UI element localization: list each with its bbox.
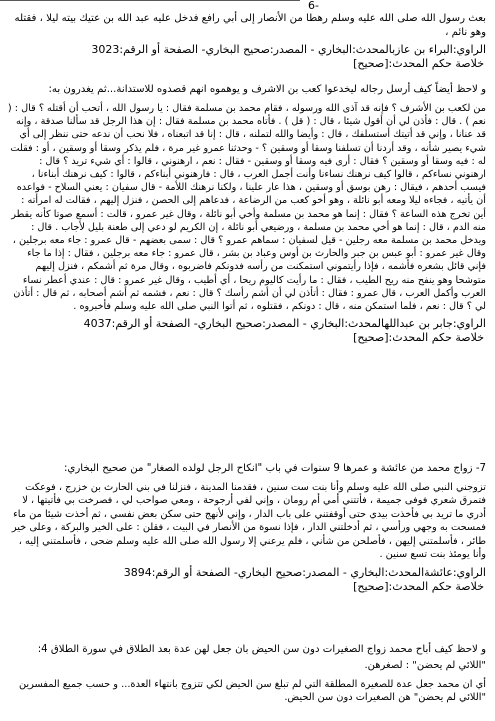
talaq-section [6, 643, 486, 704]
hadith-3-verdict: خلاصة حكم المحدث:[صحيح] [353, 580, 484, 594]
hadith-2-verdict-line [6, 331, 486, 345]
hadith-2-source: الراوي:جابر بن عبداللهالمحدث:البخاري - المصدر:صحيح البخاري- الصفحة أو الرقم:4037 [83, 317, 486, 331]
section-7-heading: 7- زواج محمد من عائشة و عمرها 9 سنوات في باب "انكاح الرجل لولده الصغار" من صحيح البخاري: [63, 463, 486, 474]
hadith-3-text: تزوجني النبي صلى الله عليه وسلم وأنا بنت ست سنين ، فقدمنا المدينة ، فنزلنا في بني الحارث بن خزرج ، فوعكت فتمرق شعري فوفى جميمة ، فأتتني أمي أم رومان ، وإني لفي أرجوحة ، ومعي صواحب لي ، فصرخت بي فأتيتها ، لا أدري ما تريد بي فأخذت بيدي حتى أوقفتني على باب الدار ، وإني لأنهج حتى سكن بعض نفسي ، ثم أخذت شيئا من ماء فمسحت به وجهي ورأسي ، ثم أدخلتني الدار ، فإذا نسوة من الأنصار في البيت ، فقلن : على الخير والبركة ، وعلى خير طائر ، فأسلمتني إليهن ، فأصلحن من شأني ، فلم يرعني إلا رسول الله صلى الله عليه وسلم ضحى ، فأسلمتني إليه ، وأنا يومئذ بنت تسع سنين . [11, 482, 486, 561]
hadith-1 [6, 12, 486, 71]
talaq-explanation: أي ان محمد جعل عدة للصغيرة المطلقة التي لم تبلغ سن الحيض لكي تتزوج بانتهاء العدة... و حسب جميع المفسرين "اللائي لم يحضن" هن الصغيرات دون سن الحيض. [18, 679, 486, 703]
item-number: 6- [308, 0, 319, 12]
hadith-2-text: من لكعب بن الأشرف ؟ فإنه قد آذى الله ورسوله ، فقام محمد بن مسلمة فقال : يا رسول الله ، أتحب أن أقتله ؟ قال : ( نعم ) . قال : فأذن لي أن أقول شيئا ، قال : ( قل ) . فأتاه محمد بن مسلمة فقال : إن هذا الرجل قد سألنا صدقة ، وإنه قد عنانا ، وإني قد أتيتك أستسلفك ، قال : وأيضا والله لتملنه ، قال : إنا قد اتبعناه ، فلا نحب أن ندعه حتى ننظر إلى أي شيء يصير شأنه ، وقد أردنا أن تسلفنا وسقا أو وسقين ؟ - وحدثنا عمرو غير مرة ، فلم يذكر وسقا أو وسقين ، أو : فقلت له : فيه وسقا أو وسقين ؟ فقال : أرى فيه وسقا أو وسقين - فقال : نعم ، ارهنوني ، قالوا : أي شيء تريد ؟ قال : ارهنوني نساءكم ، قالوا كيف نرهنك نساءنا وأنت أجمل العرب ، قال : فارهنوني أبناءكم ، قالوا : كيف نرهنك أبناءنا ، فيسب أحدهم ، فيقال : رهن بوسق أو وسقين ، هذا عار علينا ، ولكنا نرهنك اللأمة - قال سفيان : يعني السلاح - فواعده أن يأتيه ، فجاءه ليلا ومعه أبو نائلة ، وهو أخو كعب من الرضاعة ، فدعاهم إلى الحصن ، فنزل إليهم ، فقالت له امرأته : أين تخرج هذه الساعة ؟ فقال : إنما هو محمد بن مسلمة وأخي أبو نائلة ، وقال غير عمرو ، قالت : أسمع صوتا كأنه يقطر منه الدم ، قال : إنما هو أخي محمد بن مسلمة ، ورضيعي أبو نائلة ، إن الكريم لو دعي إلى طعنة بليل لأجاب . قال : ويدخل محمد بن مسلمة معه رجلين - قيل لسفيان : سماهم عمرو ؟ قال : سمى بعضهم - قال عمرو : جاء معه برجلين ، وقال غير عمرو : أبو عبس بن جبر والحارث بن أوس وعباد بن بشر ، قال عمرو : جاء معه برجلين ، فقال : إذا ما جاء فإني قائل بشعره فأشمه ، فإذا رأيتموني استمكنت من رأسه فدونكم فاضربوه ، وقال مرة ثم أشمكم ، فنزل إليهم متوشحا وهو ينفح منه ريح الطيب ، فقال : ما رأيت كاليوم ريحا ، أي أطيب ، وقال غير عمرو : قال : عندي أعطر نساء العرب وأكمل العرب ، قال عمرو : فقال : أتأذن لي أن أشم رأسك ؟ قال : نعم ، فشمه ثم أشم أصحابه ، ثم قال : أتأذن لي ؟ قال : نعم ، فلما استمكن منه ، قال : دونكم ، فقتلوه ، ثم أتوا النبي صلى الله عليه وسلم فأخبروه . [7, 103, 486, 313]
top-divider [0, 0, 300, 1]
talaq-quote: "اللائي لم يحضن" : لصغرهن. [364, 660, 486, 671]
section-7 [6, 462, 486, 595]
hadith-1-verdict: خلاصة حكم المحدث:[صحيح] [353, 57, 484, 70]
hadith-3-source: الراوي:عائشةالمحدث:البخاري - المصدر:صحيح البخاري- الصفحة أو الرقم:3894 [123, 566, 486, 580]
talaq-intro: و لاحظ كيف أباح محمد زواج الصغيرات دون سن الحيض بان جعل لهن عدة بعد الطلاق في سورة الطلاق 4: [37, 644, 486, 655]
hadith-3-verdict-line [6, 580, 486, 594]
hadith-1-verdict-line [6, 57, 486, 71]
hadith-2-verdict: خلاصة حكم المحدث:[صحيح] [353, 331, 484, 345]
hadith-2 [6, 83, 486, 345]
hadith-1-source: الراوي:البراء بن عازبالمحدث:البخاري - المصدر:صحيح البخاري- الصفحة أو الرقم:3023 [91, 43, 486, 56]
kaab-intro: و لاحظ أيضاً كيف أرسل رجاله ليخدعوا كعب بن الاشرف و يوهموه انهم قصدوه للاستدانة...ثم يغدرون به: [48, 84, 486, 95]
hadith-1-text: بعث رسول الله صلى الله عليه وسلم رهطا من الأنصار إلى أبي رافع فدخل عليه عبد الله بن عتيك بيته ليلا ، فقتله وهو نائم ، [14, 13, 486, 38]
